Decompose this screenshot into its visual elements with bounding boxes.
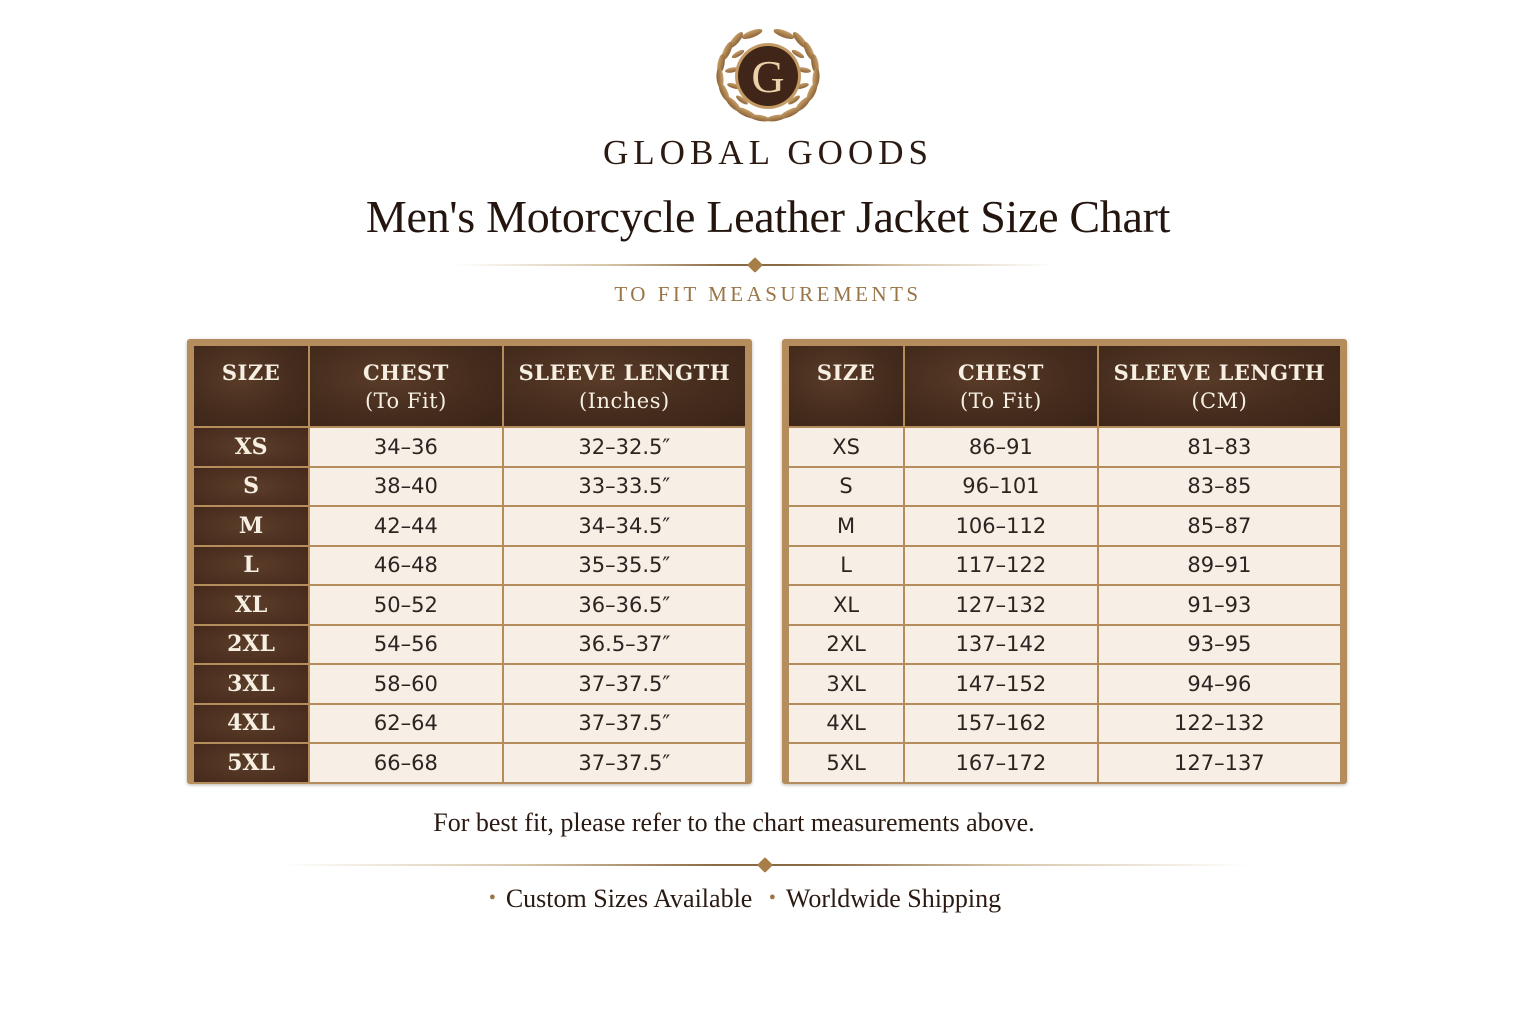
table-row xyxy=(788,585,1341,625)
size-cell: 2XL xyxy=(788,625,904,665)
table-row xyxy=(193,704,746,744)
sleeve-cell: 32–32.5″ xyxy=(503,427,746,467)
size-cell: M xyxy=(788,506,904,546)
chest-cell: 127–132 xyxy=(904,585,1098,625)
chest-cell: 42–44 xyxy=(309,506,503,546)
sleeve-cell: 81–83 xyxy=(1098,427,1341,467)
sleeve-cell: 36.5–37″ xyxy=(503,625,746,665)
table-row xyxy=(193,506,746,546)
table-header-row xyxy=(193,345,746,427)
chest-cell: 50–52 xyxy=(309,585,503,625)
size-cell: S xyxy=(788,467,904,507)
fit-note: For best fit, please refer to the chart measurements above. xyxy=(433,808,1035,837)
table-row xyxy=(788,664,1341,704)
header-sleeve-length: SLEEVE LENGTH (Inches) xyxy=(503,345,746,427)
table-row xyxy=(193,585,746,625)
diamond-icon xyxy=(747,257,763,273)
sleeve-cell: 37–37.5″ xyxy=(503,664,746,704)
size-cell: 5XL xyxy=(788,743,904,783)
chest-cell: 157–162 xyxy=(904,704,1098,744)
header-chest: CHEST (To Fit) xyxy=(309,345,503,427)
sleeve-cell: 35–35.5″ xyxy=(503,546,746,586)
bullet-icon: • xyxy=(768,887,776,909)
sleeve-cell: 91–93 xyxy=(1098,585,1341,625)
table-row xyxy=(788,427,1341,467)
size-cell: XL xyxy=(193,585,309,625)
table-row xyxy=(788,467,1341,507)
feature-worldwide-shipping: Worldwide Shipping xyxy=(785,884,1002,913)
size-cell: 3XL xyxy=(193,664,309,704)
size-table-cm xyxy=(782,339,1347,784)
chest-cell: 62–64 xyxy=(309,704,503,744)
size-cell: XS xyxy=(788,427,904,467)
size-cell: M xyxy=(193,506,309,546)
chest-cell: 117–122 xyxy=(904,546,1098,586)
size-cell: 4XL xyxy=(788,704,904,744)
sleeve-cell: 37–37.5″ xyxy=(503,743,746,783)
chest-cell: 58–60 xyxy=(309,664,503,704)
feature-custom-sizes: Custom Sizes Available xyxy=(505,884,753,913)
size-cell: 2XL xyxy=(193,625,309,665)
sleeve-cell: 33–33.5″ xyxy=(503,467,746,507)
subtitle: TO FIT MEASUREMENTS xyxy=(614,282,922,306)
header-size: SIZE xyxy=(788,345,904,427)
size-cell: 3XL xyxy=(788,664,904,704)
table-row xyxy=(193,664,746,704)
size-cell: L xyxy=(788,546,904,586)
chest-cell: 66–68 xyxy=(309,743,503,783)
size-cell: S xyxy=(193,467,309,507)
chest-cell: 106–112 xyxy=(904,506,1098,546)
chest-cell: 137–142 xyxy=(904,625,1098,665)
chest-cell: 46–48 xyxy=(309,546,503,586)
size-table-inches xyxy=(187,339,752,784)
brand-name: GLOBAL GOODS xyxy=(603,133,933,172)
size-cell: 4XL xyxy=(193,704,309,744)
sleeve-cell: 36–36.5″ xyxy=(503,585,746,625)
table-row xyxy=(193,546,746,586)
sleeve-cell: 85–87 xyxy=(1098,506,1341,546)
table-header-row xyxy=(788,345,1341,427)
chest-cell: 167–172 xyxy=(904,743,1098,783)
size-cell: XS xyxy=(193,427,309,467)
chest-cell: 96–101 xyxy=(904,467,1098,507)
size-cell: XL xyxy=(788,585,904,625)
sleeve-cell: 89–91 xyxy=(1098,546,1341,586)
page-title: Men's Motorcycle Leather Jacket Size Chart xyxy=(365,191,1171,242)
table-row xyxy=(788,546,1341,586)
table-row xyxy=(788,625,1341,665)
sleeve-cell: 83–85 xyxy=(1098,467,1341,507)
chest-cell: 34–36 xyxy=(309,427,503,467)
sleeve-cell: 93–95 xyxy=(1098,625,1341,665)
table-row xyxy=(193,625,746,665)
size-cell: 5XL xyxy=(193,743,309,783)
chest-cell: 38–40 xyxy=(309,467,503,507)
sleeve-cell: 94–96 xyxy=(1098,664,1341,704)
bullet-icon: • xyxy=(488,887,496,909)
laurel-wreath-icon xyxy=(708,24,828,128)
svg-text:G: G xyxy=(751,51,785,102)
divider-ornament-bottom xyxy=(280,858,1250,872)
features-list xyxy=(0,884,1480,914)
table-row xyxy=(193,427,746,467)
table-row xyxy=(193,743,746,783)
table-row xyxy=(788,743,1341,783)
diamond-icon xyxy=(757,857,773,873)
header-chest: CHEST (To Fit) xyxy=(904,345,1098,427)
header-size: SIZE xyxy=(193,345,309,427)
chest-cell: 86–91 xyxy=(904,427,1098,467)
table-row xyxy=(788,506,1341,546)
divider-ornament-top xyxy=(455,258,1055,272)
sleeve-cell: 127–137 xyxy=(1098,743,1341,783)
table-row xyxy=(788,704,1341,744)
sleeve-cell: 34–34.5″ xyxy=(503,506,746,546)
chest-cell: 147–152 xyxy=(904,664,1098,704)
header-sleeve-length: SLEEVE LENGTH (CM) xyxy=(1098,345,1341,427)
sleeve-cell: 37–37.5″ xyxy=(503,704,746,744)
table-row xyxy=(193,467,746,507)
chest-cell: 54–56 xyxy=(309,625,503,665)
brand-logo xyxy=(708,24,828,128)
size-cell: L xyxy=(193,546,309,586)
sleeve-cell: 122–132 xyxy=(1098,704,1341,744)
